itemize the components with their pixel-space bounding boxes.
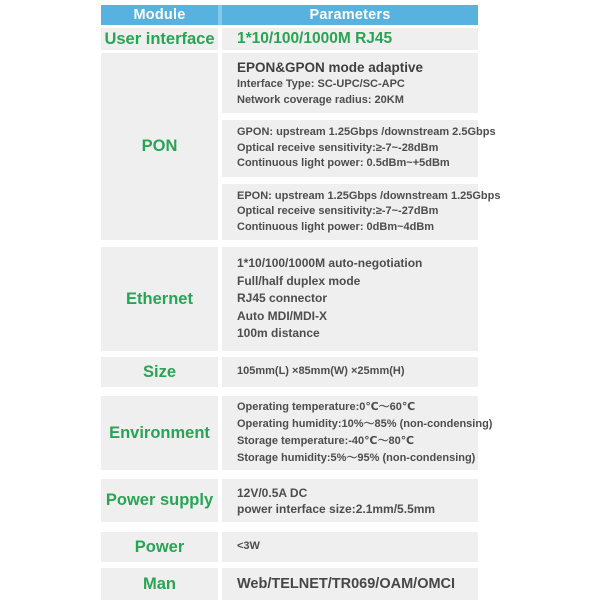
module-cell-power-supply <box>101 479 218 522</box>
param-line: Web/TELNET/TR069/OAM/OMCI <box>237 576 456 592</box>
table-row-ethernet <box>101 247 478 351</box>
param-block <box>222 568 478 600</box>
param-line: GPON: upstream 1.25Gbps /downstream 2.5Gbps <box>237 126 496 138</box>
module-label: User interface <box>104 29 215 48</box>
spec-table <box>101 5 501 600</box>
module-label: Man <box>143 574 176 593</box>
param-line: <3W <box>237 540 260 553</box>
param-line: 105mm(L) ×85mm(W) ×25mm(H) <box>237 365 405 378</box>
module-cell-man <box>101 568 218 600</box>
param-line: Optical receive sensitivity:≥-7~-28dBm <box>237 141 439 154</box>
param-block <box>222 28 478 50</box>
parameters-column <box>222 396 493 470</box>
param-line: Continuous light power: 0.5dBm~+5dBm <box>237 157 450 169</box>
table-row-man <box>101 568 478 600</box>
param-line: 100m distance <box>237 326 320 341</box>
table-row-power-supply <box>101 479 478 522</box>
param-line: 1*10/100/1000M RJ45 <box>237 30 393 47</box>
param-block <box>222 184 501 241</box>
param-line: RJ45 connector <box>237 291 328 306</box>
param-block <box>222 357 478 387</box>
param-block <box>222 247 478 351</box>
param-line: Operating temperature:0℃～60℃ <box>237 401 416 413</box>
param-line: Full/half duplex mode <box>237 273 361 288</box>
param-line: Storage humidity:5%～95% (non-condensing) <box>237 452 476 464</box>
param-line: Continuous light power: 0dBm~4dBm <box>237 220 435 233</box>
param-block <box>222 53 478 113</box>
param-line: Operating humidity:10%～85% (non-condensing) <box>237 418 493 430</box>
param-line: Interface Type: SC-UPC/SC-APC <box>237 78 405 90</box>
param-block <box>222 479 478 522</box>
table-row-pon <box>101 53 501 240</box>
table-row-user-interface <box>101 28 478 50</box>
module-cell-power <box>101 532 218 562</box>
table-row-power <box>101 532 478 562</box>
param-line: Optical receive sensitivity:≥-7~-27dBm <box>237 205 439 217</box>
module-label: Power <box>134 537 185 556</box>
table-row-size <box>101 357 478 387</box>
module-label: Size <box>142 362 177 381</box>
parameters-column <box>222 479 478 522</box>
parameters-column <box>222 568 478 600</box>
module-cell-ethernet <box>101 247 218 351</box>
parameters-column <box>222 53 501 240</box>
table-body <box>101 28 501 600</box>
column-header-parameters: Parameters <box>222 5 478 25</box>
table-header-row <box>101 5 478 25</box>
module-cell-environment <box>101 396 218 470</box>
module-label: Power supply <box>105 491 214 509</box>
param-line: Storage temperature:-40℃～80℃ <box>237 435 415 447</box>
param-line: power interface size:2.1mm/5.5mm <box>237 501 436 516</box>
parameters-column <box>222 532 478 562</box>
parameters-column <box>222 28 478 50</box>
parameters-column <box>222 247 478 351</box>
param-line: Network coverage radius: 20KM <box>237 93 404 106</box>
param-block <box>222 396 493 470</box>
param-block <box>222 532 478 562</box>
table-row-environment <box>101 396 493 470</box>
module-cell-pon <box>101 53 218 240</box>
param-line: EPON&GPON mode adaptive <box>237 60 424 75</box>
param-line: Auto MDI/MDI-X <box>237 308 327 323</box>
column-header-module: Module <box>101 5 218 25</box>
param-line: EPON: upstream 1.25Gbps /downstream 1.25Gbps <box>237 189 501 202</box>
param-line: 12V/0.5A DC <box>237 485 308 500</box>
param-line: 1*10/100/1000M auto-negotiation <box>237 256 423 271</box>
module-label: PON <box>141 137 178 155</box>
parameters-column <box>222 357 478 387</box>
module-cell-size <box>101 357 218 387</box>
module-cell-user-interface <box>101 28 218 50</box>
module-label: Environment <box>109 423 210 442</box>
module-label: Ethernet <box>126 289 193 308</box>
param-block <box>222 120 496 177</box>
